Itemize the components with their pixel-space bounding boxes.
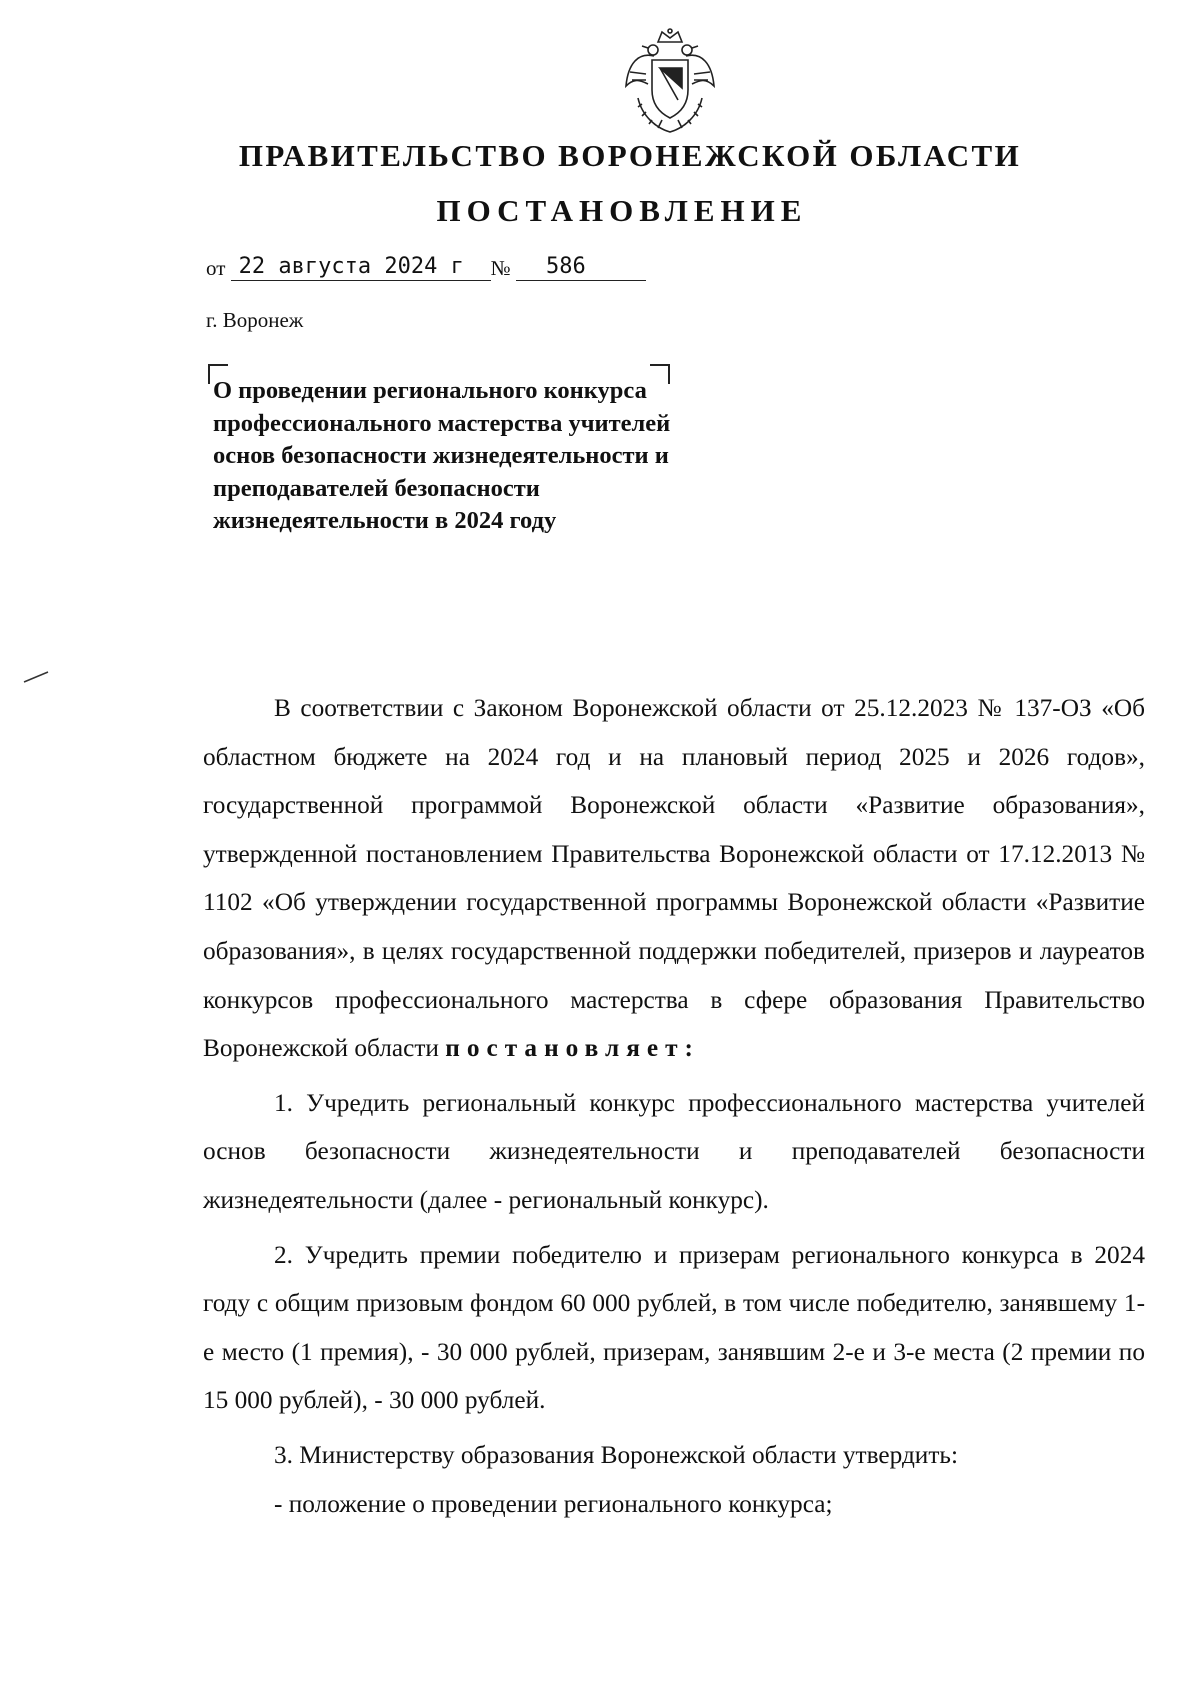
clause-1: 1. Учредить региональный конкурс профессионального мастерства учителей основ безопасности жизнедеятельности и преподавателей безопасности жизнедеятельности (далее - региональный конкурс).	[203, 1088, 1145, 1214]
city-label: г. Воронеж	[206, 308, 304, 332]
resolves-word: постановляет:	[445, 1034, 700, 1063]
document-date: 22 августа 2024 г	[231, 254, 491, 281]
document-subject: О проведении регионального конкурса профессионального мастерства учителей основ безопасности жизнедеятельности и преподавателей безопасности жизнедеятельности в 2024 году	[213, 377, 671, 534]
preamble-paragraph	[203, 684, 1145, 1073]
date-prefix: от	[206, 256, 226, 280]
clause-2: 2. Учредить премии победителю и призерам регионального конкурса в 2024 году с общим призовым фондом 60 000 рублей, в том числе победителю, занявшему 1-е место (1 премия), - 30 000 рублей, призерам, занявшим 2-е и 3-е места (2 премии по 15 000 рублей), - 30 000 рублей.	[203, 1240, 1145, 1415]
preamble-text: В соответствии с Законом Воронежской области от 25.12.2023 № 137-ОЗ «Об областном бюджете на 2024 год и на плановый период 2025 и 2026 годов», государственной программой Воронежской области «Развитие образования», утвержденной постановлением Правительства Воронежской области от 17.12.2013 № 1102 «Об утверждении государственной программы Воронежской области «Развитие образования», в целях государственной поддержки победителей, призеров и лауреатов конкурсов профессионального мастерства в сфере образования Правительство Воронежской области	[203, 694, 1145, 1063]
document-type-title: ПОСТАНОВЛЕНИЕ	[436, 193, 808, 228]
clause-3-subitem: - положение о проведении регионального конкурса;	[274, 1489, 833, 1518]
clause-3: 3. Министерству образования Воронежской области утвердить:	[274, 1440, 958, 1469]
pen-mark	[22, 670, 52, 684]
coat-of-arms-icon	[620, 28, 720, 138]
organization-title: ПРАВИТЕЛЬСТВО ВОРОНЕЖСКОЙ ОБЛАСТИ	[238, 138, 1022, 173]
number-prefix: №	[490, 256, 511, 280]
document-body	[203, 684, 1145, 1528]
document-number: 586	[516, 254, 646, 281]
date-number-line	[206, 254, 646, 281]
